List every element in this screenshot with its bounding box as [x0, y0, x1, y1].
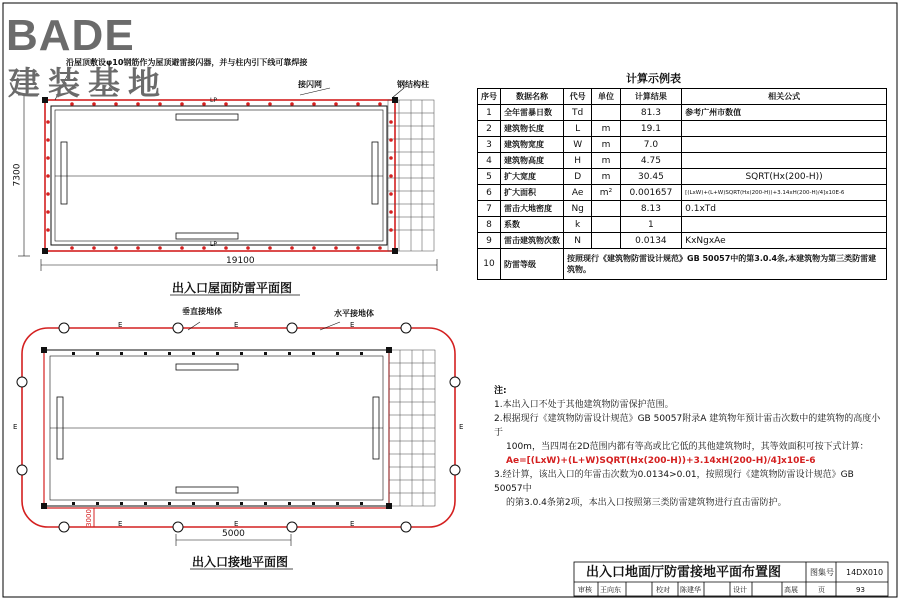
roof-lp-top: LP: [210, 97, 217, 104]
note-2b: 100m，当四周在2D范围内都有等高或比它低的其他建筑物时，其等效面积可按下式计算：: [506, 442, 869, 452]
table-row: [478, 217, 887, 233]
row-result: 30.45: [620, 169, 682, 185]
table-row: [478, 121, 887, 137]
roof-inner-outline: [55, 110, 383, 241]
table-row: [478, 153, 887, 169]
atlas-number: 14DX010: [846, 568, 884, 577]
ground-horizontal-label: 水平接地体: [334, 309, 374, 318]
row-name: 建筑物长度: [501, 121, 564, 137]
row-no: 10: [478, 249, 501, 280]
row-formula: 参考广州市数值: [682, 105, 887, 121]
header-code: 代号: [564, 89, 592, 105]
calc-table-title: 计算示例表: [626, 72, 681, 85]
row-formula: [682, 217, 887, 233]
note-1: 1.本出入口不处于其他建筑物防雷保护范围。: [494, 400, 674, 410]
row-no: 7: [478, 201, 501, 217]
roof-fixture-right: [372, 142, 378, 204]
table-row: [478, 137, 887, 153]
row-formula: [(LxW)+(L+W)SQRT(Hx(200-H))+3.14xH(200-H)/4]x10E-6: [682, 185, 887, 201]
roof-columns: [42, 97, 398, 254]
roof-plan-caption: 出入口屋面防雷平面图: [172, 281, 293, 295]
atlas-label: 图集号: [810, 568, 834, 577]
header-formula: 相关公式: [682, 89, 887, 105]
table-row: [478, 249, 887, 280]
row-result: 1: [620, 217, 682, 233]
row-unit: [592, 217, 620, 233]
table-row: [478, 185, 887, 201]
roof-fixture-top: [176, 114, 238, 120]
ground-dim-3000: 3000: [84, 509, 93, 527]
row-formula: [682, 121, 887, 137]
ground-e-top-1: E: [118, 321, 123, 329]
row-no: 3: [478, 137, 501, 153]
row-name: 扩大宽度: [501, 169, 564, 185]
row-no: 9: [478, 233, 501, 249]
checker-name: 陈建华: [680, 586, 701, 594]
ground-vertical-electrodes: [17, 323, 460, 532]
header-name: 数据名称: [501, 89, 564, 105]
row-formula: 0.1xTd: [682, 201, 887, 217]
table-row: [478, 169, 887, 185]
row-name: 雷击大地密度: [501, 201, 564, 217]
check-label: 校对: [656, 586, 670, 594]
roof-fixture-bottom: [176, 233, 238, 239]
calc-table-header: [478, 89, 887, 105]
row-name: 扩大面积: [501, 185, 564, 201]
row-formula: KxNgxAe: [682, 233, 887, 249]
row-no: 1: [478, 105, 501, 121]
row-name: 全年雷暴日数: [501, 105, 564, 121]
roof-dim-width: 19100: [226, 256, 255, 266]
page-label: 页: [818, 586, 825, 594]
ground-e-top-3: E: [350, 321, 355, 329]
row-code: k: [564, 217, 592, 233]
ground-e-bottom-1: E: [118, 520, 123, 528]
row-result: 81.3: [620, 105, 682, 121]
ground-e-top-2: E: [234, 321, 239, 329]
table-row: [478, 233, 887, 249]
row-result: 8.13: [620, 201, 682, 217]
row-name: 建筑物宽度: [501, 137, 564, 153]
calc-table: [477, 88, 887, 280]
row-protection-text: [564, 249, 887, 280]
roof-outline: [51, 106, 387, 245]
row-code: H: [564, 153, 592, 169]
ground-e-bottom-2: E: [234, 520, 239, 528]
row-no: 2: [478, 121, 501, 137]
review-label: 审核: [578, 586, 592, 594]
row-name: 雷击建筑物次数: [501, 233, 564, 249]
logo-text-cn: 建装基地: [8, 64, 169, 102]
roof-fixture-left: [61, 142, 67, 204]
roof-lp-bottom: LP: [210, 241, 217, 248]
ground-e-right: E: [459, 423, 464, 431]
drawing-title: 出入口地面厅防雷接地平面布置图: [586, 565, 782, 580]
row-unit: m: [592, 137, 620, 153]
roof-mesh-label: 接闪网: [298, 80, 322, 89]
row-unit: m²: [592, 185, 620, 201]
ground-e-bottom-3: E: [350, 520, 355, 528]
note-3a: 3.经计算，该出入口的年雷击次数为0.0134>0.01，按照现行《建筑物防雷设计规范》GB 50057中: [494, 470, 854, 494]
logo-text-en: BADE: [6, 11, 135, 60]
header-result: 计算结果: [620, 89, 682, 105]
reviewer-name: 王向东: [600, 586, 621, 594]
row-result: 0.0134: [620, 233, 682, 249]
row-no: 6: [478, 185, 501, 201]
row-no: 5: [478, 169, 501, 185]
ground-glass-grid: [389, 350, 435, 506]
row-result: 19.1: [620, 121, 682, 137]
row-result: 7.0: [620, 137, 682, 153]
header-no: 序号: [478, 89, 501, 105]
row-no: 4: [478, 153, 501, 169]
roof-dim-height: 7300: [12, 163, 23, 187]
note-3b: 的第3.0.4条第2项，本出入口按照第三类防雷建筑物进行直击雷防护。: [506, 498, 787, 508]
ground-horizontal-electrode: [22, 328, 455, 527]
row-name: 系数: [501, 217, 564, 233]
row-unit: [592, 201, 620, 217]
notes-heading: 注:: [494, 386, 507, 396]
row-name: 防雷等级: [501, 249, 564, 280]
row-code: L: [564, 121, 592, 137]
design-label: 设计: [733, 586, 747, 594]
row-result: 4.75: [620, 153, 682, 169]
row-code: Ng: [564, 201, 592, 217]
roof-column-label: 钢结构柱: [397, 80, 429, 89]
table-row: [478, 105, 887, 121]
row-unit: [592, 105, 620, 121]
designer-name: 高展: [784, 586, 798, 594]
row-unit: m: [592, 153, 620, 169]
note-formula: Ae=[(LxW)+(L+W)SQRT(Hx(200-H))+3.14xH(200-H)/4]x10E-6: [506, 456, 816, 466]
row-formula: [682, 153, 887, 169]
row-code: W: [564, 137, 592, 153]
row-formula: [682, 137, 887, 153]
row-unit: m: [592, 121, 620, 137]
table-row: [478, 201, 887, 217]
notes-block: [494, 384, 884, 510]
row-no: 8: [478, 217, 501, 233]
row-code: Ae: [564, 185, 592, 201]
roof-lightning-mesh: [45, 100, 395, 251]
row-name: 建筑物高度: [501, 153, 564, 169]
row-formula: SQRT(Hx(200-H)): [682, 169, 887, 185]
row-unit: m: [592, 169, 620, 185]
row-unit: [592, 233, 620, 249]
page-number: 93: [856, 586, 865, 594]
header-unit: 单位: [592, 89, 620, 105]
row-code: N: [564, 233, 592, 249]
ground-e-left: E: [13, 423, 18, 431]
note-2a: 2.根据现行《建筑物防雷设计规范》GB 50057附录A 建筑物年预计雷击次数中的建筑物的高度小于: [494, 414, 881, 438]
row-code: D: [564, 169, 592, 185]
ground-plan-caption: 出入口接地平面图: [192, 555, 289, 569]
row-protection-text-content: 按照现行《建筑物防雷设计规范》GB 50057中的第3.0.4条,本建筑物为第三类防雷建筑物。: [567, 254, 877, 274]
ground-dim-5000: 5000: [222, 529, 245, 539]
row-code: Td: [564, 105, 592, 121]
roof-top-note: 沿屋顶敷设φ10钢筋作为屋顶避雷接闪器，并与柱内引下线可靠焊接: [66, 58, 308, 67]
row-result: 0.001657: [620, 185, 682, 201]
ground-vertical-label: 垂直接地体: [182, 307, 222, 316]
